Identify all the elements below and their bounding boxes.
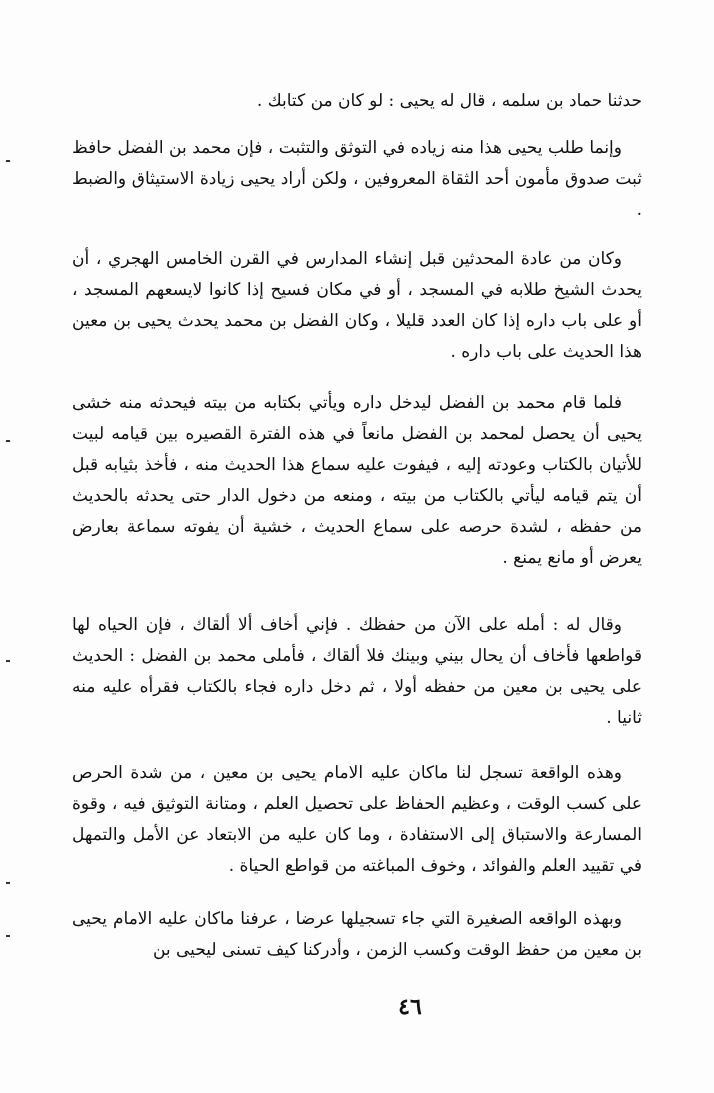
- paragraph-text: وبهذه الواقعه الصغيرة التي جاء تسجيلها عرضا ، عرفنا ماكان عليه الامام يحيى بن معين من حفظ الوقت وكسب الزمن ، وأدركنا كيف تسنى ليحيى بن: [72, 909, 642, 960]
- paragraph: [72, 244, 642, 368]
- paragraph: [72, 758, 642, 882]
- paragraph-text: حدثنا حماد بن سلمه ، قال له يحيى : لو كان من كتابك .: [256, 91, 642, 111]
- margin-mark: [6, 160, 10, 162]
- paragraph-text: وكان من عادة المحدثين قبل إنشاء المدارس في القرن الخامس الهجري ، أن يحدث الشيخ طلابه في المسجد ، أو في مكان فسيح إذا كانوا لايسعهم المسجد ، أو على باب داره إذا كان العدد قليلا ، وكان الفضل بن محمد يحدث يحيى بن معين هذا الحديث على باب داره .: [72, 249, 642, 362]
- margin-mark: [6, 882, 10, 884]
- paragraph: [72, 610, 642, 734]
- paragraph: [72, 86, 642, 117]
- margin-mark: [6, 660, 10, 662]
- paragraph: [72, 388, 642, 574]
- margin-mark: [6, 935, 10, 937]
- paragraph: [72, 133, 642, 226]
- paragraph-text: وإنما طلب يحيى هذا منه زياده في التوثق والتثبت ، فإن محمد بن الفضل حافظ ثبت صدوق مأمون أحد الثقاة المعروفين ، ولكن أراد يحيى زيادة الاستيثاق والضبط .: [72, 138, 642, 220]
- paragraph: [72, 904, 642, 966]
- paragraph-text: وهذه الواقعة تسجل لنا ماكان عليه الامام يحيى بن معين ، من شدة الحرص على كسب الوقت ، وعظيم الحفاظ على تحصيل العلم ، ومتانة التوثيق فيه ، وقوة المسارعة والاستباق إلى الاستفادة ، وما كان عليه من الابتعاد عن الأمل والتمهل في تقييد العلم والفوائد ، وخوف المباغته من قواطع الحياة .: [72, 763, 642, 876]
- paragraph-text: فلما قام محمد بن الفضل ليدخل داره ويأتي بكتابه من بيته فيحدثه منه خشى يحيى أن يحصل لمحمد بن الفضل مانعاً في هذه الفترة القصيره بين قيامه لبيت للأتيان بالكتاب وعودته إليه ، فيفوت عليه سماع هذا الحديث منه ، فأخذ بثيابه قبل أن يتم قيامه ليأتي بالكتاب من بيته ، ومنعه من دخول الدار حتى يحدثه بالحديث من حفظه ، لشدة حرصه على سماع الحديث ، خشية أن يفوته سماعة بعارض يعرض أو مانع يمنع .: [72, 393, 642, 568]
- margin-mark: [6, 440, 10, 442]
- paragraph-text: وقال له : أمله على الآن من حفظك . فإني أخاف ألا ألقاك ، فإن الحياه لها قواطعها فأخاف أن يحال بيني وبينك فلا ألقاك ، فأملى محمد بن الفضل : الحديث على يحيى بن معين من حفظه أولا ، ثم دخل داره فجاء بالكتاب فقرأه عليه منه ثانيا .: [72, 615, 642, 728]
- page-number: ٤٦: [398, 994, 422, 1020]
